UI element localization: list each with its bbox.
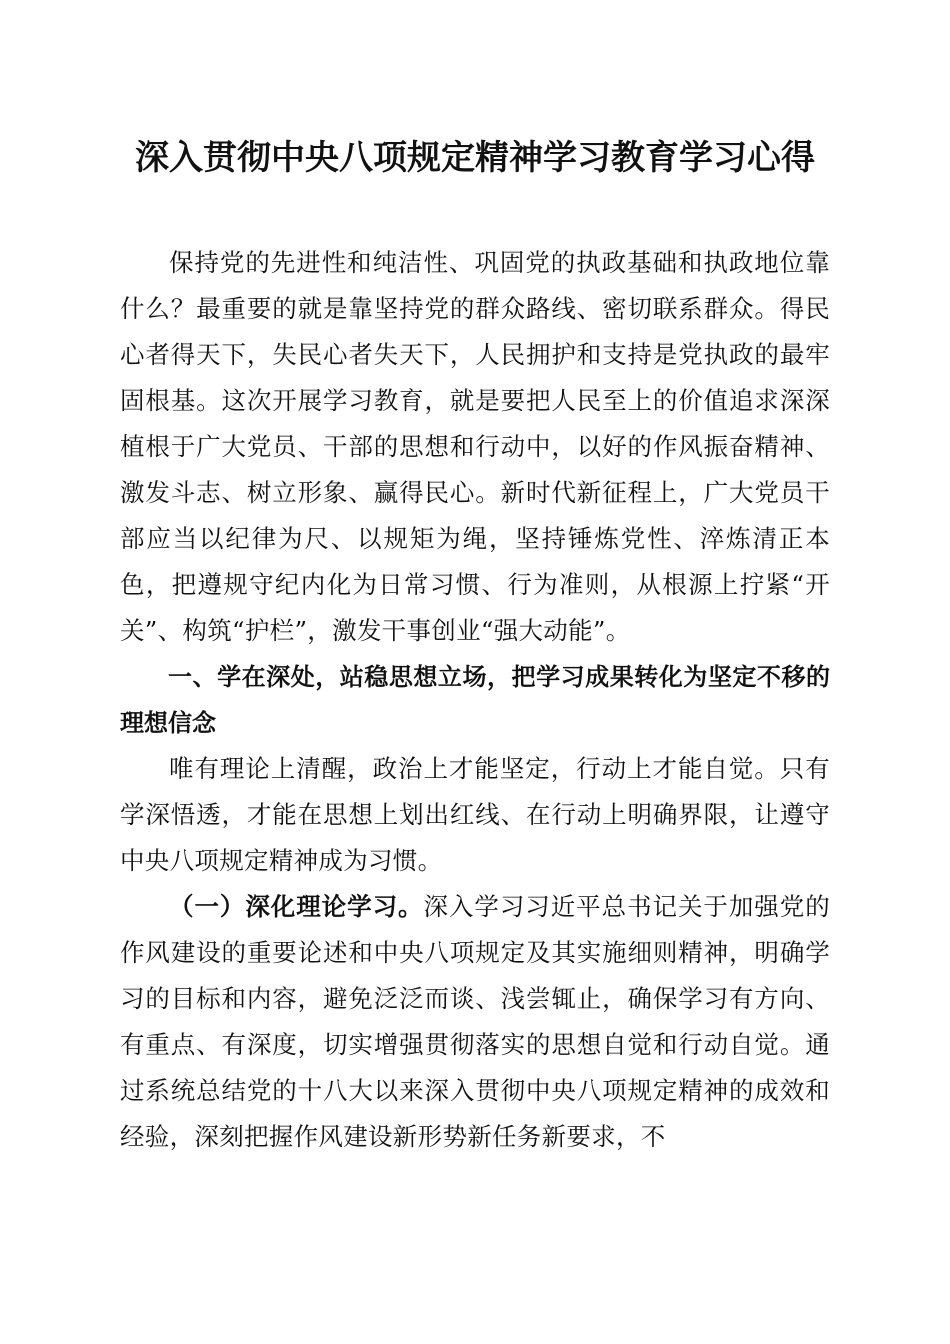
section-1-heading: 一、学在深处，站稳思想立场，把学习成果转化为坚定不移的理想信念	[120, 663, 830, 737]
subsection-1-body: 深入学习习近平总书记关于加强党的作风建设的重要论述和中央八项规定及其实施细则精神，明确学习的目标和内容，避免泛泛而谈、浅尝辄止，确保学习有方向、有重点、有深度，切实增强贯彻落实的思想自觉和行动自觉。通过系统总结党的十八大以来深入贯彻中央八项规定精神的成效和经验，深刻把握作风建设新形势新任务新要求，不	[120, 892, 830, 1151]
document-page	[120, 130, 830, 1160]
subsection-1-paragraph	[120, 884, 830, 1160]
section-1-paragraph: 唯有理论上清醒，政治上才能坚定，行动上才能自觉。只有学深悟透，才能在思想上划出红线、在行动上明确界限，让遵守中央八项规定精神成为习惯。	[120, 754, 830, 875]
intro-paragraph: 保持党的先进性和纯洁性、巩固党的执政基础和执政地位靠什么？最重要的就是靠坚持党的群众路线、密切联系群众。得民心者得天下，失民心者失天下，人民拥护和支持是党执政的最牢固根基。这次开展学习教育，就是要把人民至上的价值追求深深植根于广大党员、干部的思想和行动中，以好的作风振奋精神、激发斗志、树立形象、赢得民心。新时代新征程上，广大党员干部应当以纪律为尺、以规矩为绳，坚持锤炼党性、淬炼清正本色，把遵规守纪内化为日常习惯、行为准则，从根源上拧紧“开关”、构筑“护栏”，激发干事创业“强大动能”。	[120, 248, 831, 645]
subsection-1-lead: （一）深化理论学习。	[169, 892, 424, 921]
document-title: 深入贯彻中央八项规定精神学习教育学习心得	[135, 138, 815, 178]
